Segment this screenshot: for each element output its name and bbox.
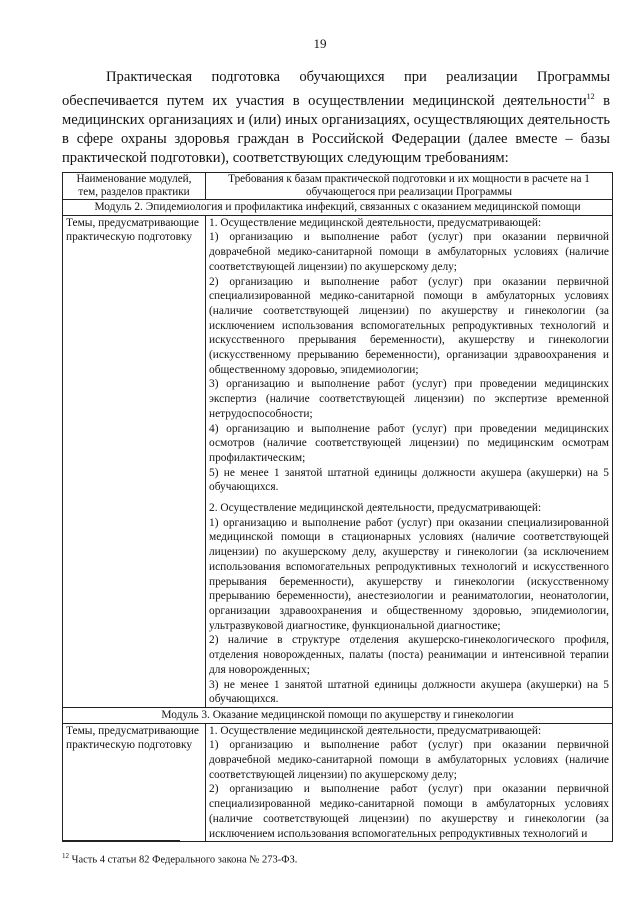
intro-paragraph — [62, 68, 610, 168]
module-row — [63, 707, 613, 723]
footnote — [62, 852, 297, 866]
requirement-item: 1) организацию и выполнение работ (услуг) при оказании специализированной медицинской помощи в стационарных условиях (наличие соответствующей лицензии) по акушерскому делу, акушерству и гинекологии (за исключением использования вспомогательных репродуктивных технологий и искусственного прерывания беременности), акушерству и гинекологии (искусственному прерыванию беременности), анестезиологии и реаниматологии, неонатологии, организации здравоохранения и общественному здоровью, эпидемиологии, ультразвуковой диагностике, функциональной диагностике; — [209, 516, 609, 632]
requirement-item: 1. Осуществление медицинской деятельности, предусматривающей: — [209, 216, 542, 229]
module-3-title: Модуль 3. Оказание медицинской помощи по акушерству и гинекологии — [63, 707, 613, 723]
module-2-topic: Темы, предусматривающие практическую подготовку — [63, 215, 206, 707]
footnote-reference: 12 — [586, 92, 595, 101]
module-2-title: Модуль 2. Эпидемиология и профилактика инфекций, связанных с оказанием медицинской помощи — [63, 200, 613, 216]
table-row — [63, 723, 613, 842]
module-3-requirements — [206, 723, 613, 842]
requirement-item: 5) не менее 1 занятой штатной единицы должности акушера (акушерки) на 5 обучающихся. — [209, 466, 609, 494]
page-number: 19 — [313, 36, 327, 51]
requirement-item: 3) организацию и выполнение работ (услуг) при проведении медицинских экспертиз (наличие соответствующей лицензии) по экспертизе временной нетрудоспособности; — [209, 378, 609, 420]
table-row — [63, 215, 613, 707]
requirement-item: 1. Осуществление медицинской деятельности, предусматривающей: — [209, 724, 542, 737]
requirement-item: 3) не менее 1 занятой штатной единицы должности акушера (акушерки) на 5 обучающихся. — [209, 678, 609, 706]
module-2-requirements — [206, 215, 613, 707]
requirement-item: 2) наличие в структуре отделения акушерско-гинекологического профиля, отделения новорожденных, палаты (поста) реанимации и интенсивной терапии для новорожденных; — [209, 634, 609, 676]
intro-text-continued: в медицинских организациях и (или) иных организациях, осуществляющих деятельность в сфере охраны здоровья граждан в Российской Федерации (далее вместе – базы практической подготовки), соответствующих следующим требованиям: — [62, 92, 610, 166]
requirement-item: 2) организацию и выполнение работ (услуг) при оказании первичной специализированной медико-санитарной помощи в амбулаторных условиях (наличие соответствующей лицензии) по акушерству и гинекологии (за исключением использования вспомогательных репродуктивных технологий и — [209, 783, 609, 840]
module-3-topic: Темы, предусматривающие практическую подготовку — [63, 723, 206, 842]
header-modules: Наименование модулей, тем, разделов практики — [63, 173, 206, 200]
requirement-item: 4) организацию и выполнение работ (услуг) при проведении медицинских осмотров (наличие соответствующей лицензии) по медицинским осмотрам профилактическим; — [209, 422, 609, 464]
header-requirements: Требования к базам практической подготовки и их мощности в расчете на 1 обучающегося при реализации Программы — [206, 173, 613, 200]
footnote-mark: 12 — [62, 852, 69, 860]
table-header-row — [63, 173, 613, 200]
footnote-divider — [62, 840, 180, 841]
intro-text: Практическая подготовка обучающихся при реализации Программы обеспечивается путем их участия в осуществлении медицинской деятельности — [62, 69, 610, 109]
requirement-item: 2) организацию и выполнение работ (услуг) при оказании первичной специализированной медико-санитарной помощи в амбулаторных условиях (наличие соответствующей лицензии) по акушерству и гинекологии (за исключением использования вспомогательных репродуктивных технологий и искусственного прерывания беременности), акушерству и гинекологии (искусственному прерыванию беременности), организации здравоохранения и общественному здоровью, эпидемиологии; — [209, 275, 609, 376]
requirements-table — [62, 172, 613, 842]
requirement-item: 2. Осуществление медицинской деятельности, предусматривающей: — [209, 502, 542, 515]
requirement-item: 1) организацию и выполнение работ (услуг) при оказании первичной доврачебной медико-санитарной помощи в амбулаторных условиях (наличие соответствующей лицензии) по акушерскому делу; — [209, 231, 609, 273]
module-row — [63, 200, 613, 216]
footnote-text: Часть 4 статьи 82 Федерального закона № 273-ФЗ. — [69, 854, 298, 866]
requirement-item: 1) организацию и выполнение работ (услуг) при оказании первичной доврачебной медико-санитарной помощи в амбулаторных условиях (наличие соответствующей лицензии) по акушерскому делу; — [209, 739, 609, 781]
